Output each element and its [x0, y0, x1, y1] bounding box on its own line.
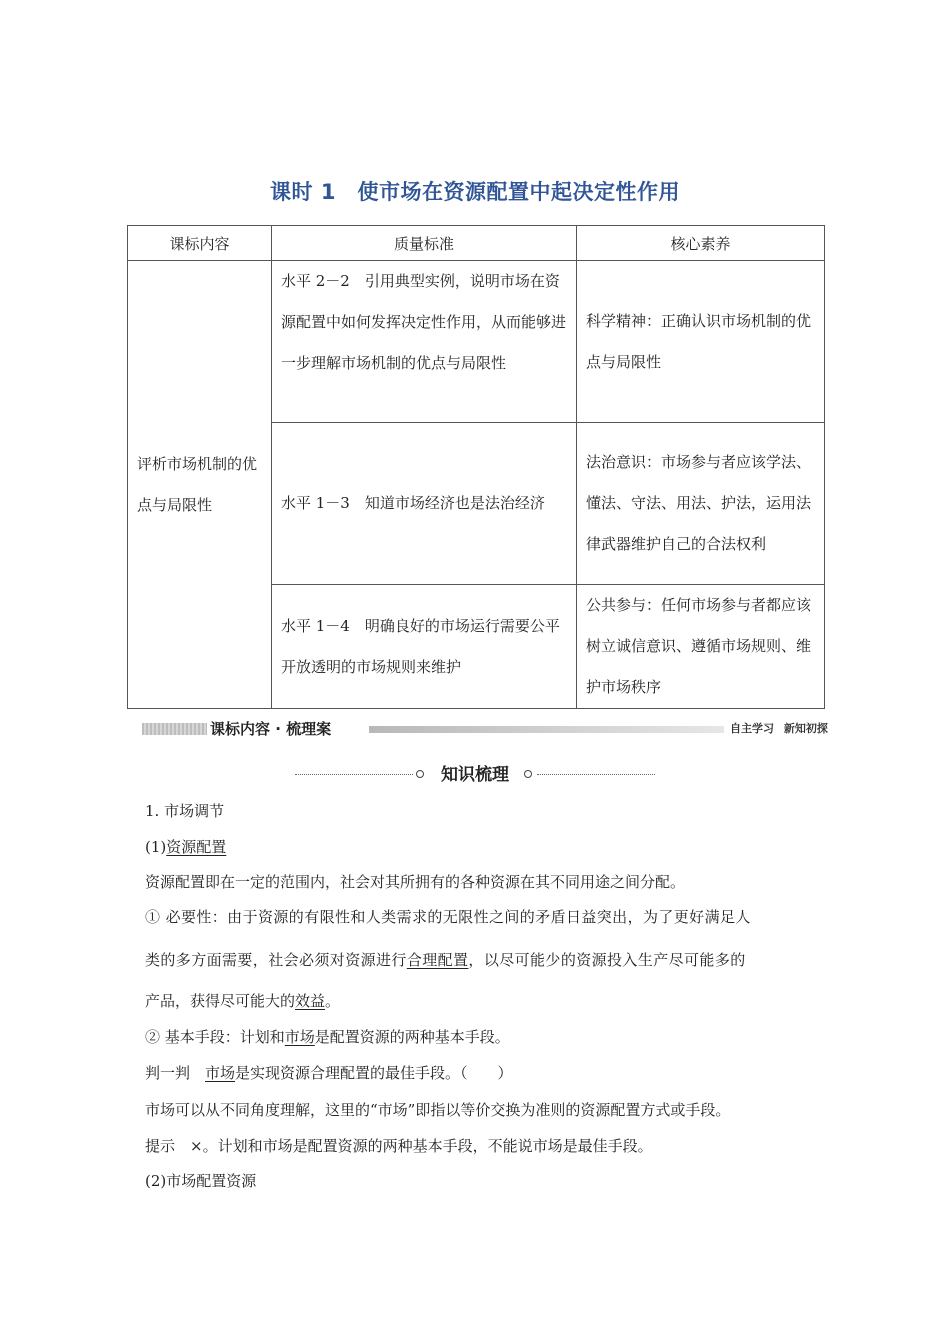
term-market: 市场	[205, 1064, 236, 1082]
text-span: 类的多方面需要，社会必须对资源进行	[145, 951, 407, 969]
header-course-content: 课标内容	[128, 226, 272, 261]
section-title: 知识梳理	[441, 765, 509, 785]
banner-label: 课标内容 · 梳理案	[210, 720, 332, 738]
judge-label: 判一判	[145, 1064, 206, 1082]
header-core-literacy: 核心素养	[577, 226, 825, 261]
paragraph-necessity-1: ① 必要性：由于资源的有限性和人类需求的无限性之间的矛盾日益突出，为了更好满足人	[145, 908, 751, 926]
term-benefit: 效益	[295, 992, 326, 1010]
standard-cell: 水平 1－4 明确良好的市场运行需要公平开放透明的市场规则来维护	[272, 585, 577, 709]
banner-right-2: 新知初探	[783, 722, 828, 735]
paragraph-definition: 资源配置即在一定的范围内，社会对其所拥有的各种资源在其不同用途之间分配。	[145, 873, 686, 891]
standard-cell: 水平 2－2 引用典型实例，说明市场在资源配置中如何发挥决定性作用，从而能够进一步理解市场机制的优点与局限性	[272, 261, 577, 423]
section-banner	[142, 718, 828, 740]
banner-decor-left	[142, 723, 207, 735]
banner-right-text	[730, 718, 834, 740]
header-quality-standard: 质量标准	[272, 226, 577, 261]
table-row	[128, 261, 825, 423]
circle-ornament-right	[524, 770, 532, 778]
term-rational-allocation: 合理配置	[406, 951, 469, 969]
literacy-cell: 法治意识：市场参与者应该学法、懂法、守法、用法、护法，运用法律武器维护自己的合法权利	[577, 423, 825, 585]
circle-ornament-left	[416, 770, 424, 778]
subheading-term: 资源配置	[166, 838, 227, 856]
text-span: 是配置资源的两种基本手段。	[314, 1028, 510, 1046]
subheading-market-allocation: (2)市场配置资源	[145, 1172, 257, 1190]
banner-right-1: 自主学习	[730, 722, 774, 735]
paragraph-necessity-3	[145, 989, 340, 1013]
dotted-rule-right	[537, 774, 655, 775]
text-span: ② 基本手段：计划和	[145, 1028, 285, 1046]
standards-table	[127, 225, 825, 709]
text-span: 是实现资源合理配置的最佳手段。（ ）	[235, 1064, 513, 1082]
heading-market-regulation: 1. 市场调节	[145, 802, 225, 820]
text-span: 。	[325, 992, 341, 1010]
hint-answer: 提示 ×。计划和市场是配置资源的两种基本手段，不能说市场是最佳手段。	[145, 1137, 653, 1155]
literacy-cell: 公共参与：任何市场参与者都应该树立诚信意识、遵循市场规则、维护市场秩序	[577, 585, 825, 709]
subheading-number: (1)	[145, 838, 167, 856]
text-span: ，以尽可能少的资源投入生产尽可能多的	[468, 951, 746, 969]
paragraph-basic-means	[145, 1025, 510, 1049]
section-heading	[295, 762, 655, 788]
judge-question	[145, 1061, 513, 1085]
table-header-row	[128, 226, 825, 261]
paragraph-market-meaning: 市场可以从不同角度理解，这里的“市场”即指以等价交换为准则的资源配置方式或手段。	[145, 1101, 731, 1119]
course-content-cell: 评析市场机制的优点与局限性	[128, 261, 272, 709]
literacy-cell: 科学精神：正确认识市场机制的优点与局限性	[577, 261, 825, 423]
dotted-rule-left	[295, 774, 413, 775]
subheading-resource-allocation	[145, 835, 226, 859]
banner-decor-mid	[369, 726, 724, 733]
paragraph-necessity-2	[145, 948, 746, 972]
page-title: 课时 1 使市场在资源配置中起决定性作用	[270, 180, 680, 204]
standard-cell: 水平 1－3 知道市场经济也是法治经济	[272, 423, 577, 585]
text-span: 产品，获得尽可能大的	[145, 992, 296, 1010]
term-market: 市场	[284, 1028, 315, 1046]
